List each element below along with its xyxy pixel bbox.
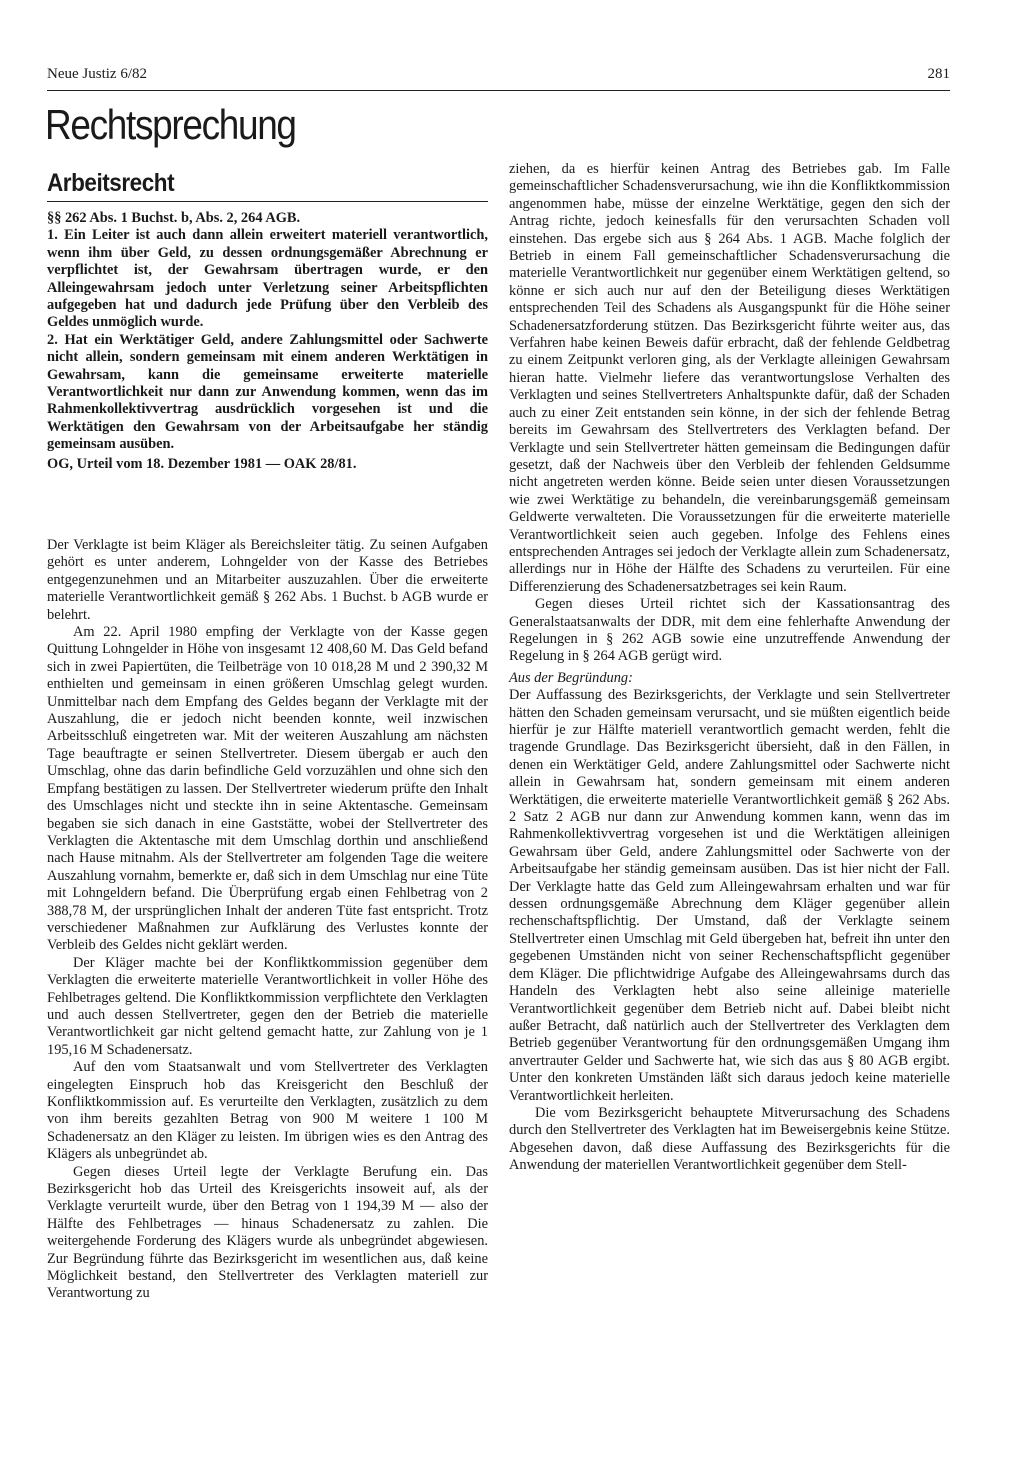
subsection-rule [47,201,488,202]
headnote [47,210,488,473]
paragraph: Der Verklagte ist beim Kläger als Bereichsleiter tätig. Zu seinen Aufgaben gehört es unter anderem, Lohngelder von der Kasse des Betriebes entgegenzunehmen und an Mitarbeiter auszuzahlen. Über die erweiterte materielle Verantwortlichkeit gemäß § 262 Abs. 1 Buchst. b AGB wurde er belehrt. [47,537,488,623]
left-body [47,537,488,1303]
court-citation: OG, Urteil vom 18. Dezember 1981 — OAK 28/81. [47,455,357,472]
header-rule [47,90,950,91]
headnote-point-2: 2. Hat ein Werktätiger Geld, andere Zahlungsmittel oder Sachwerte nicht allein, sondern gemeinsam mit einem anderen Werktätigen in Gewahrsam, kann die gemeinsame erweiterte materielle Verantwortlichkeit nur dann zur Anwendung kommen, wenn das im Rahmenkollektivvertrag ausdrücklich vorgesehen ist und die Werktätigen den Gewahrsam von der Arbeitsaufgabe her ständig gemeinsam ausüben. [47,331,488,453]
reasons-heading: Aus der Begründung: [509,669,633,686]
headnote-citation: §§ 262 Abs. 1 Buchst. b, Abs. 2, 264 AGB. [47,210,301,226]
paragraph: Am 22. April 1980 empfing der Verklagte von der Kasse gegen Quittung Lohngelder in Höhe von insgesamt 12 408,60 M. Das Geld befand sich in zwei Papiertüten, die Teilbeträge von 10 018,28 M und 2 390,32 M enthielten und gemeinsam in einen größeren Umschlag gelegt wurden. Unmittelbar nach dem Empfang des Geldes begann der Verklagte mit der Auszahlung, die er jedoch nicht beenden konnte, weil inzwischen Arbeitsschluß eingetreten war. Mit der weiteren Auszahlung am nächsten Tage beauftragte er seinen Stellvertreter. Diesem übergab er auch den Umschlag, ohne das darin befindliche Geld vorzuzählen und ohne sich den Empfang bestätigen zu lassen. Der Stellvertreter wiederum prüfte den Inhalt des Umschlages nicht und steckte ihn in seine Aktentasche. Gemeinsam begaben sie sich danach in eine Gaststätte, wobei der Stellvertreter des Verklagten die Aktentasche mit dem Umschlag dorthin und anschließend nach Hause mitnahm. Als der Stellvertreter am folgenden Tage die weitere Auszahlung vornahm, bemerkte er, daß sich in dem Umschlag nur eine Tüte mit Lohngeldern befand. Die Überprüfung ergab einen Fehlbetrag von 2 388,78 M, der ursprünglichen Inhalt der anderen Tüte fast entspricht. Trotz verschiedener Maßnahmen zur Aufklärung des Verlustes konnte der Verbleib des Geldes nicht geklärt werden. [47,624,488,954]
paragraph: Der Kläger machte bei der Konfliktkommission gegenüber dem Verklagten die erweiterte materielle Verantwortlichkeit in voller Höhe des Fehlbetrages geltend. Die Konfliktkommission verpflichtete den Verklagten und auch dessen Stellvertreter, gegen den der Betrieb die materielle Verantwortlichkeit gar nicht geltend gemacht hatte, zur Zahlung von je 1 195,16 M Schadenersatz. [47,954,488,1058]
paragraph: Gegen dieses Urteil legte der Verklagte Berufung ein. Das Bezirksgericht hob das Urteil des Kreisgerichts insoweit auf, als der Verklagte verurteilt wurde, über den Betrag von 1 194,39 M — also der Hälfte des Fehlbetrages — hinaus Schadenersatz zu zahlen. Die weitergehende Forderung des Klägers wurde als unbegründet abgewiesen. Zur Begründung führte das Bezirksgericht im wesentlichen aus, daß keine Möglichkeit bestand, den Stellvertreter des Verklagten materiell zur Verantwortung zu [47,1163,488,1302]
paragraph: Die vom Bezirksgericht behauptete Mitverursachung des Schadens durch den Stellvertreter des Verklagten hat im Beweisergebnis keine Stütze. Abgesehen davon, daß diese Auffassung des Bezirksgerichts für die Anwendung der materiellen Verantwortlichkeit gegenüber dem Stell- [509,1104,950,1174]
section-title: Rechtsprechung [45,101,296,148]
right-body [509,161,950,1175]
paragraph: Auf den vom Staatsanwalt und vom Stellvertreter des Verklagten eingelegten Einspruch hob das Kreisgericht den Beschluß der Konfliktkommission auf. Es verurteilte den Verklagten, zusätzlich zu dem von ihm bereits gezahlten Betrag von 900 M weitere 1 100 M Schadenersatz an den Kläger zu leisten. Im übrigen wies es den Antrag des Klägers als unbegründet ab. [47,1059,488,1163]
paragraph: ziehen, da es hierfür keinen Antrag des Betriebes gab. Im Falle gemeinschaftlicher Schadensverursachung, wie ihn die Konfliktkommission angenommen habe, müsse der einzelne Werktätige, gegen den sich der Antrag richte, jedoch keinesfalls für den verursachten Schaden voll einstehen. Das ergebe sich aus § 264 Abs. 1 AGB. Mache folglich der Betrieb in einem Fall gemeinschaftlicher Schadensverursachung die materielle Verantwortlichkeit nur gegenüber einem Werktätigen geltend, so könne er sich auch nur auf den der Beteiligung dieses Werktätigen entsprechenden Teil des Schadens als Ausgangspunkt für die Höhe seiner Schadenersatzforderung stützen. Das Bezirksgericht führte weiter aus, das Verfahren habe keinen Beweis dafür erbracht, daß der fehlende Geldbetrag zu einem Zeitpunkt verloren ging, als der Verklagte alleinigen Gewahrsam hieran hatte. Vielmehr liefere das verantwortungslose Verhalten des Verklagten und seines Stellvertreters Anhaltspunkte dafür, daß der Schaden auch zu einer Zeit entstanden sein könne, in der sich der fehlende Betrag bereits im Gewahrsam des Stellvertreters des Verklagten befand. Der Verklagte und sein Stellvertreter hätten gemeinsam die Bedingungen dafür gesetzt, daß der Nachweis über den Verbleib der fehlenden Geldsumme nicht angetreten werden könne. Beide seien unter diesen Voraussetzungen wie zwei Werktätige zu behandeln, die vereinbarungsgemäß gemeinsam Geldwerte verwalteten. Die Voraussetzungen für die erweiterte materielle Verantwortlichkeit seien auch gegeben. Infolge des Fehlens eines entsprechenden Antrages sei jedoch der Verklagte allein zum Schadenersatz, allerdings nur in Höhe der Hälfte des Schadens zu verurteilen. Für eine Differenzierung des Schadenersatzbetrages sei kein Raum. [509,161,950,595]
running-head [47,66,950,88]
paragraph: Gegen dieses Urteil richtet sich der Kassationsantrag des Generalstaatsanwalts der DDR, mit dem eine fehlerhafte Anwendung der Regelungen in § 262 AGB sowie eine unzutreffende Anwendung der Regelung in § 264 AGB gerügt wird. [509,596,950,665]
headnote-point-1: 1. Ein Leiter ist auch dann allein erweitert materiell verantwortlich, wenn ihm über Geld, zu dessen ordnungsgemäßer Abrechnung er verpflichtet ist, der Gewahrsam übertragen wurde, er den Alleingewahrsam jedoch unter Verletzung seiner Arbeitspflichten aufgegeben hat und dadurch jede Prüfung über den Verbleib des Geldes unmöglich wurde. [47,227,488,331]
journal-issue: Neue Justiz 6/82 [47,66,147,82]
paragraph: Der Auffassung des Bezirksgerichts, der Verklagte und sein Stellvertreter hätten den Schaden gemeinsam verursacht, und sie müßten eigentlich beide hierfür je zur Hälfte materiell verantwortlich gemacht werden, fehlt die tragende Grundlage. Das Bezirksgericht übersieht, daß in den Fällen, in denen ein Werktätiger Geld, andere Zahlungsmittel oder Sachwerte nicht allein in Gewahrsam hat, sondern gemeinsam mit einem anderen Werktätigen, die erweiterte materielle Verantwortlichkeit gemäß § 262 Abs. 2 Satz 2 AGB nur dann zur Anwendung kommen kann, wenn das im Rahmenkollektivvertrag vorgesehen ist und die Werktätigen alleinigen Gewahrsam über Geld, andere Zahlungsmittel oder Sachwerte von der Arbeitsaufgabe her ständig gemeinsam ausüben. Das ist hier nicht der Fall. Der Verklagte hatte das Geld zum Alleingewahrsam erhalten und war für dessen ordnungsgemäße Abrechnung dem Kläger gegenüber allein rechenschaftspflichtig. Der Umstand, daß der Verklagte seinem Stellvertreter einen Umschlag mit Geld übergeben hat, befreit ihn unter den gegebenen Umständen nicht von seiner Rechenschaftspflicht gegenüber dem Kläger. Die pflichtwidrige Aufgabe des Alleingewahrsams durch das Handeln des Verklagten hebt also seine alleinige materielle Verantwortlichkeit gegenüber dem Betrieb nicht auf. Dabei bleibt nicht außer Betracht, daß natürlich auch der Stellvertreter des Verklagten dem Betrieb gegenüber Verantwortung für den ordnungsgemäßen Umgang ihm anvertrauter Gelder und Sachwerte hat, wie sich das aus § 80 AGB ergibt. Unter den konkreten Umständen läßt sich daraus jedoch keine materielle Verantwortlichkeit herleiten. [509,687,950,1104]
subsection-title: Arbeitsrecht [47,169,175,197]
page-number: 281 [927,66,950,82]
